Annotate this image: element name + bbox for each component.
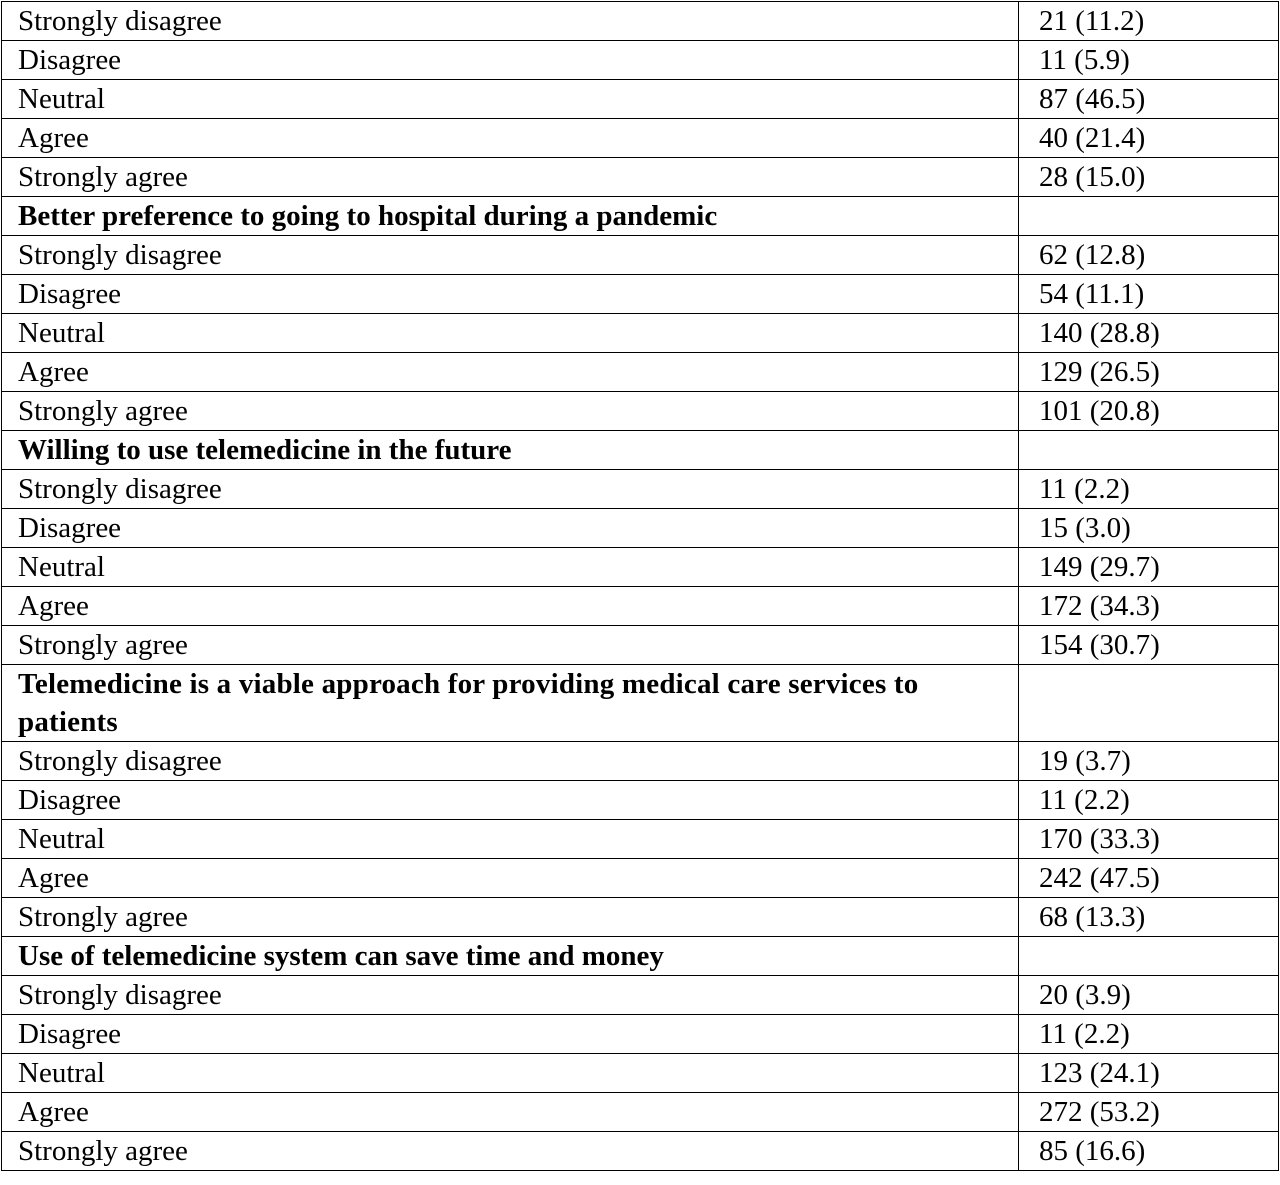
table-row [2,1132,1279,1171]
response-count: 21 (11.2) [1019,2,1279,41]
table-row [2,1093,1279,1132]
response-count: 11 (2.2) [1019,1015,1279,1054]
response-label: Agree [2,119,1019,158]
section-heading: Telemedicine is a viable approach for providing medical care services to patients [2,665,1019,742]
response-count: 68 (13.3) [1019,898,1279,937]
table-row [2,275,1279,314]
table-row [2,353,1279,392]
table-row [2,742,1279,781]
section-value-cell [1019,197,1279,236]
table-row [2,236,1279,275]
section-value-cell [1019,431,1279,470]
table-row [2,41,1279,80]
response-label: Strongly disagree [2,470,1019,509]
section-value-cell [1019,937,1279,976]
table-row [2,314,1279,353]
response-count: 154 (30.7) [1019,626,1279,665]
response-label: Neutral [2,314,1019,353]
response-count: 40 (21.4) [1019,119,1279,158]
response-count: 15 (3.0) [1019,509,1279,548]
table-row [2,119,1279,158]
response-label: Neutral [2,548,1019,587]
section-heading: Willing to use telemedicine in the future [2,431,1019,470]
section-header-row [2,937,1279,976]
response-label: Strongly disagree [2,236,1019,275]
response-label: Strongly agree [2,898,1019,937]
table-row [2,80,1279,119]
response-label: Disagree [2,1015,1019,1054]
response-label: Strongly agree [2,392,1019,431]
response-count: 19 (3.7) [1019,742,1279,781]
response-count: 172 (34.3) [1019,587,1279,626]
response-label: Disagree [2,41,1019,80]
response-label: Disagree [2,509,1019,548]
table-row [2,470,1279,509]
table-row [2,820,1279,859]
response-label: Strongly agree [2,158,1019,197]
response-label: Disagree [2,781,1019,820]
response-label: Agree [2,859,1019,898]
section-value-cell [1019,665,1279,742]
table-row [2,2,1279,41]
table-row [2,626,1279,665]
table-row [2,158,1279,197]
section-header-row [2,665,1279,742]
section-header-row [2,431,1279,470]
table-row [2,509,1279,548]
response-count: 149 (29.7) [1019,548,1279,587]
response-count: 28 (15.0) [1019,158,1279,197]
response-label: Neutral [2,1054,1019,1093]
response-label: Disagree [2,275,1019,314]
table-body [2,2,1279,1171]
table-row [2,1054,1279,1093]
table-row [2,898,1279,937]
response-count: 242 (47.5) [1019,859,1279,898]
table-row [2,1015,1279,1054]
response-count: 140 (28.8) [1019,314,1279,353]
response-label: Strongly disagree [2,742,1019,781]
response-count: 101 (20.8) [1019,392,1279,431]
response-count: 11 (5.9) [1019,41,1279,80]
response-label: Strongly disagree [2,2,1019,41]
response-count: 85 (16.6) [1019,1132,1279,1171]
response-count: 62 (12.8) [1019,236,1279,275]
response-count: 170 (33.3) [1019,820,1279,859]
response-count: 123 (24.1) [1019,1054,1279,1093]
table-row [2,587,1279,626]
response-count: 54 (11.1) [1019,275,1279,314]
response-label: Agree [2,353,1019,392]
response-label: Strongly agree [2,1132,1019,1171]
table-row [2,392,1279,431]
response-count: 11 (2.2) [1019,470,1279,509]
response-count: 11 (2.2) [1019,781,1279,820]
response-count: 129 (26.5) [1019,353,1279,392]
response-label: Neutral [2,80,1019,119]
section-header-row [2,197,1279,236]
response-count: 20 (3.9) [1019,976,1279,1015]
response-label: Strongly agree [2,626,1019,665]
section-heading: Use of telemedicine system can save time and money [2,937,1019,976]
response-count: 87 (46.5) [1019,80,1279,119]
section-heading: Better preference to going to hospital during a pandemic [2,197,1019,236]
table-row [2,859,1279,898]
table-row [2,976,1279,1015]
response-label: Agree [2,587,1019,626]
table-row [2,781,1279,820]
response-label: Agree [2,1093,1019,1132]
response-label: Strongly disagree [2,976,1019,1015]
table-row [2,548,1279,587]
survey-results-table [1,1,1279,1171]
response-label: Neutral [2,820,1019,859]
response-count: 272 (53.2) [1019,1093,1279,1132]
